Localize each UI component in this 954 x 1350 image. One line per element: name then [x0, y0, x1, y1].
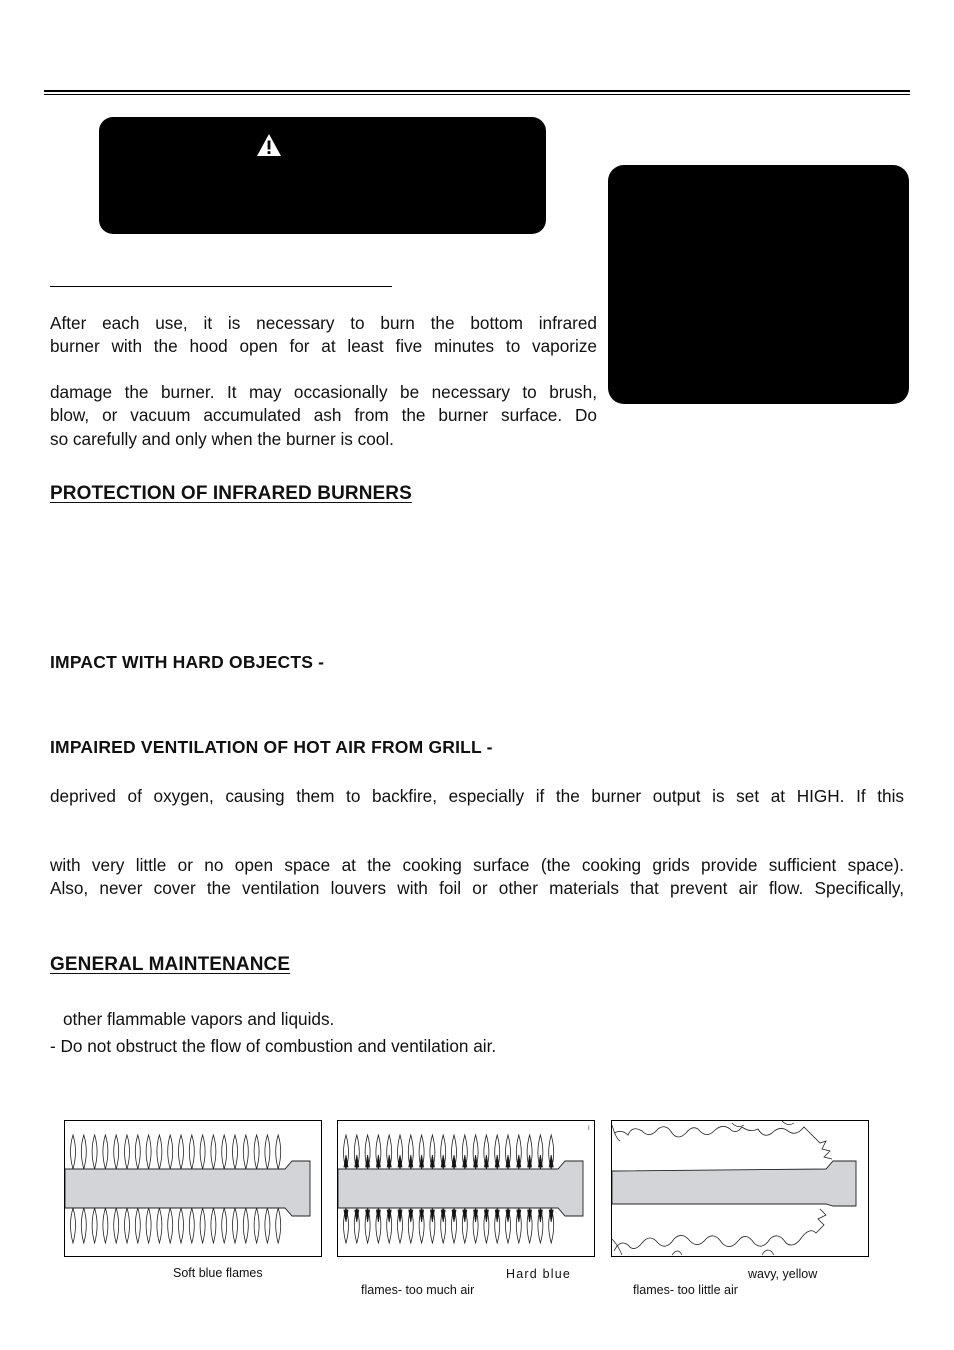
flame-cone-icon — [366, 1210, 370, 1222]
figure-hard-flames — [337, 1120, 595, 1257]
flame-icon — [189, 1208, 194, 1243]
flame-icon — [146, 1135, 151, 1169]
flame-icon — [233, 1208, 238, 1243]
flame-cone-icon — [463, 1210, 467, 1222]
flame-icon — [168, 1135, 173, 1169]
flame-cone-icon — [376, 1210, 380, 1222]
flame-cone-icon — [420, 1155, 424, 1167]
flame-icon — [103, 1135, 108, 1169]
flame-cone-icon — [538, 1155, 542, 1167]
caption-wavy-flames-a: wavy, yellow — [748, 1267, 818, 1281]
ventilation-line-3: Also, never cover the ventilation louvers with foil or other materials that prevent air flow. Specifically, — [50, 878, 904, 898]
flame-icon — [125, 1135, 130, 1169]
caption-hard-flames-a: Hard blue — [506, 1267, 571, 1281]
flame-icon — [71, 1208, 76, 1243]
flame-icon — [200, 1135, 205, 1169]
flame-icon — [179, 1135, 184, 1169]
flame-icon — [146, 1208, 151, 1243]
flame-cone-icon — [441, 1155, 445, 1167]
flame-cone-icon — [409, 1155, 413, 1167]
flame-cone-icon — [474, 1155, 478, 1167]
flame-cone-icon — [344, 1155, 348, 1167]
flame-icon — [243, 1208, 248, 1243]
burner-wavy-flames-illustration — [612, 1121, 868, 1256]
flame-cone-icon — [463, 1155, 467, 1167]
header-rule — [44, 90, 910, 95]
caption-hard-flames-b: flames- too much air — [361, 1283, 475, 1297]
flame-cone-icon — [355, 1155, 359, 1167]
flame-cone-icon — [517, 1155, 521, 1167]
flame-icon — [222, 1135, 227, 1169]
flame-icon — [114, 1135, 119, 1169]
caption-wavy-flames-b: flames- too little air — [633, 1283, 738, 1297]
flame-icon — [254, 1135, 259, 1169]
flame-cone-icon — [355, 1210, 359, 1222]
flame-cone-icon — [474, 1210, 478, 1222]
flame-cone-icon — [517, 1210, 521, 1222]
flame-icon — [233, 1135, 238, 1169]
flame-icon — [92, 1208, 97, 1243]
flame-icon — [222, 1208, 227, 1243]
flame-cone-icon — [495, 1210, 499, 1222]
general-maintenance-heading: GENERAL MAINTENANCE — [50, 954, 291, 975]
ventilation-line-2: with very little or no open space at the cooking surface (the cooking grids provide sufficient space). — [50, 855, 904, 875]
figure-soft-flames — [64, 1120, 322, 1257]
flame-cone-icon — [538, 1210, 542, 1222]
flame-icon — [103, 1208, 108, 1243]
burn-off-line-5: so carefully and only when the burner is cool. — [50, 429, 394, 449]
flame-cone-icon — [452, 1210, 456, 1222]
flame-cone-icon — [344, 1210, 348, 1222]
flame-icon — [179, 1208, 184, 1243]
flame-cone-icon — [376, 1155, 380, 1167]
warning-triangle-icon — [256, 133, 282, 157]
ventilation-line-1: deprived of oxygen, causing them to backfire, especially if the burner output is set at HIGH. If this — [50, 786, 904, 806]
flame-icon — [114, 1208, 119, 1243]
burn-off-line-2: burner with the hood open for at least five minutes to vaporize — [50, 336, 597, 356]
ventilation-heading: IMPAIRED VENTILATION OF HOT AIR FROM GRILL - — [50, 737, 493, 757]
general-line-2: - Do not obstruct the flow of combustion and ventilation air. — [50, 1036, 497, 1056]
flame-icon — [81, 1208, 86, 1243]
flame-icon — [265, 1208, 270, 1243]
flame-cone-icon — [420, 1210, 424, 1222]
flame-cone-icon — [484, 1210, 488, 1222]
flame-icon — [276, 1135, 281, 1169]
flame-cone-icon — [430, 1210, 434, 1222]
burner-hard-flames-illustration — [338, 1121, 594, 1256]
flame-icon — [276, 1208, 281, 1243]
flame-cone-icon — [430, 1155, 434, 1167]
burn-off-line-1: After each use, it is necessary to burn the bottom infrared — [50, 313, 597, 333]
flame-icon — [200, 1208, 205, 1243]
flame-icon — [135, 1135, 140, 1169]
flame-icon — [71, 1135, 76, 1169]
flame-cone-icon — [506, 1155, 510, 1167]
flame-cone-icon — [441, 1210, 445, 1222]
caption-soft-flames: Soft blue flames — [173, 1266, 263, 1280]
warning-box — [99, 117, 546, 234]
flame-icon — [189, 1135, 194, 1169]
flame-cone-icon — [387, 1155, 391, 1167]
flame-cone-icon — [452, 1155, 456, 1167]
burner-soft-flames-illustration — [65, 1121, 321, 1256]
flame-icon — [211, 1135, 216, 1169]
flame-cone-icon — [506, 1210, 510, 1222]
figure-mark: I — [588, 1126, 590, 1132]
flame-icon — [92, 1135, 97, 1169]
flame-cone-icon — [549, 1210, 553, 1222]
flame-icon — [254, 1208, 259, 1243]
figure-wavy-flames — [611, 1120, 869, 1257]
burn-off-line-3: damage the burner. It may occasionally be necessary to brush, — [50, 382, 597, 402]
flame-cone-icon — [398, 1210, 402, 1222]
flame-icon — [265, 1135, 270, 1169]
flame-icon — [81, 1135, 86, 1169]
flame-cone-icon — [495, 1155, 499, 1167]
section-rule — [50, 286, 392, 287]
flame-icon — [211, 1208, 216, 1243]
flame-cone-icon — [366, 1155, 370, 1167]
flame-icon — [243, 1135, 248, 1169]
flame-icon — [135, 1208, 140, 1243]
flame-cone-icon — [484, 1155, 488, 1167]
protection-heading: PROTECTION OF INFRARED BURNERS — [50, 483, 412, 504]
general-line-1: other flammable vapors and liquids. — [63, 1009, 335, 1029]
flame-icon — [125, 1208, 130, 1243]
flame-cone-icon — [549, 1155, 553, 1167]
flame-icon — [157, 1208, 162, 1243]
impact-heading: IMPACT WITH HARD OBJECTS - — [50, 652, 325, 672]
burn-off-line-4: blow, or vacuum accumulated ash from the burner surface. Do — [50, 405, 597, 425]
caution-panel — [608, 165, 909, 404]
flame-cone-icon — [387, 1210, 391, 1222]
flame-cone-icon — [528, 1155, 532, 1167]
flame-cone-icon — [398, 1155, 402, 1167]
flame-cone-icon — [409, 1210, 413, 1222]
flame-icon — [168, 1208, 173, 1243]
flame-cone-icon — [528, 1210, 532, 1222]
flame-icon — [157, 1135, 162, 1169]
